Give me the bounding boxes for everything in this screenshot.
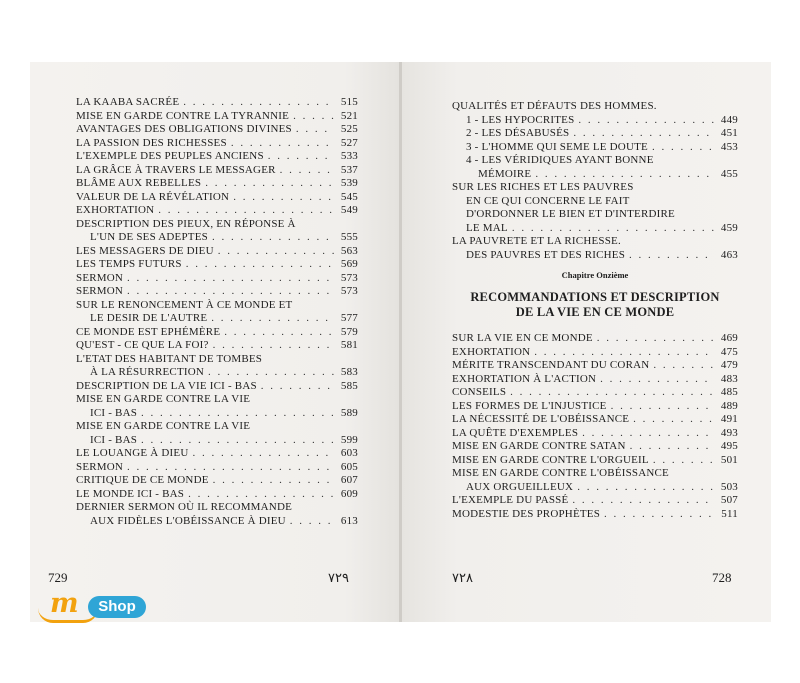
- left-page-number-arabic: ٧٢٩: [328, 570, 349, 585]
- toc-entry-page: 479: [720, 359, 738, 371]
- dot-leader: [535, 168, 714, 182]
- toc-entry-row: [452, 481, 738, 495]
- toc-entry: [76, 258, 358, 272]
- toc-entry-page: 485: [720, 386, 738, 398]
- dot-leader: [261, 380, 334, 394]
- toc-entry: [452, 454, 738, 468]
- toc-entry-title: LA PAUVRETE ET LA RICHESSE.: [452, 235, 621, 247]
- toc-entry-row: [76, 123, 358, 137]
- toc-entry: [452, 181, 738, 235]
- toc-entry: [76, 177, 358, 191]
- toc-entry-title: SUR LA VIE EN CE MONDE: [452, 332, 593, 344]
- dot-leader: [653, 454, 714, 468]
- toc-entry: [452, 413, 738, 427]
- right-toc: [452, 100, 738, 521]
- toc-entry-page: 483: [720, 372, 738, 385]
- dot-leader: [290, 515, 334, 529]
- toc-entry-row: [76, 434, 358, 448]
- toc-entry-row: [76, 110, 358, 124]
- toc-entry: [76, 150, 358, 164]
- left-toc: [76, 96, 358, 528]
- toc-entry-row: [452, 249, 738, 263]
- toc-entry-page: 613: [340, 514, 358, 527]
- toc-entry-page: 449: [720, 113, 738, 126]
- dot-leader: [280, 164, 334, 178]
- right-toc-bottom: [452, 332, 738, 521]
- toc-entry-page: 469: [720, 332, 738, 344]
- toc-entry: [452, 141, 738, 155]
- toc-entry-page: 607: [340, 474, 358, 486]
- toc-entry-page: 521: [340, 109, 358, 122]
- toc-entry-row: [76, 339, 358, 353]
- toc-entry-row: [76, 380, 358, 394]
- toc-entry-page: 515: [340, 96, 358, 108]
- toc-entry-row: [76, 258, 358, 272]
- toc-entry: [452, 494, 738, 508]
- toc-entry-row: [452, 440, 738, 454]
- toc-entry-row: [76, 366, 358, 380]
- right-toc-top: [452, 100, 738, 262]
- toc-entry-page: 589: [340, 406, 358, 419]
- dot-leader: [233, 191, 334, 205]
- toc-entry: [76, 393, 358, 420]
- toc-entry-row: [452, 386, 738, 400]
- toc-entry-page: 491: [720, 413, 738, 425]
- dot-leader: [231, 137, 334, 151]
- toc-entry-page: 489: [720, 399, 738, 412]
- toc-entry: [76, 204, 358, 218]
- toc-entry-row: [452, 168, 738, 182]
- toc-entry-title: EXHORTATION À L'ACTION: [452, 372, 597, 385]
- dot-leader: [213, 339, 334, 353]
- toc-entry-title: SUR LES RICHES ET LES PAUVRES: [452, 181, 634, 193]
- toc-entry-page: 455: [720, 167, 738, 180]
- logo-text: Shop: [88, 596, 146, 618]
- toc-entry-title: QUALITÉS ET DÉFAUTS DES HOMMES.: [452, 100, 657, 112]
- chapter-title-line: DE LA VIE EN CE MONDE: [515, 305, 675, 319]
- toc-entry-title: DESCRIPTION DES PIEUX, EN RÉPONSE À: [76, 217, 296, 230]
- toc-entry-title: LE MONDE ICI - BAS: [76, 487, 185, 500]
- toc-entry-title: EXHORTATION: [452, 345, 531, 358]
- toc-entry: [76, 285, 358, 299]
- dot-leader: [629, 249, 714, 263]
- toc-entry: [452, 114, 738, 128]
- right-page-number-arabic: ٧٢٨: [452, 570, 473, 585]
- toc-entry-page: 549: [340, 204, 358, 216]
- dot-leader: [534, 346, 714, 360]
- toc-entry: [76, 420, 358, 447]
- toc-entry: [452, 373, 738, 387]
- left-page-number: 729: [48, 570, 68, 585]
- toc-entry: [76, 245, 358, 259]
- toc-entry: [452, 400, 738, 414]
- chapter-title: [452, 290, 738, 320]
- toc-entry-page: 527: [340, 136, 358, 149]
- toc-entry-row: [76, 137, 358, 151]
- dot-leader: [577, 481, 714, 495]
- toc-entry: [76, 339, 358, 353]
- toc-entry-title: QU'EST - CE QUE LA FOI?: [76, 339, 209, 351]
- toc-entry-title: À LA RÉSURRECTION: [90, 366, 205, 378]
- toc-entry-title: MISE EN GARDE CONTRE LA VIE: [76, 420, 251, 432]
- toc-entry: [452, 440, 738, 454]
- toc-entry-page: 453: [720, 140, 738, 153]
- toc-entry-row: [76, 150, 358, 164]
- toc-entry-title: DESCRIPTION DE LA VIE ICI - BAS: [76, 379, 257, 392]
- toc-entry: [452, 127, 738, 141]
- toc-entry-row: [76, 488, 358, 502]
- toc-entry-title: CE MONDE EST EPHÉMÈRE: [76, 325, 221, 338]
- dot-leader: [573, 127, 714, 141]
- toc-entry-title: LA KAABA SACRÉE: [76, 96, 180, 108]
- dot-leader: [611, 400, 714, 414]
- toc-entry-title: L'UN DE SES ADEPTES: [90, 231, 208, 243]
- toc-entry-row: [76, 326, 358, 340]
- toc-entry: [76, 218, 358, 245]
- toc-entry: [76, 501, 358, 528]
- toc-entry-title: L'ETAT DES HABITANT DE TOMBES: [76, 352, 263, 365]
- toc-entry-row: [76, 461, 358, 475]
- toc-entry-page: 501: [720, 453, 738, 466]
- shop-logo: [38, 588, 178, 624]
- toc-entry: [76, 380, 358, 394]
- toc-entry-row: [452, 454, 738, 468]
- toc-entry: [452, 508, 738, 522]
- toc-entry-page: 573: [340, 285, 358, 297]
- toc-entry: [76, 474, 358, 488]
- dot-leader: [127, 272, 334, 286]
- toc-entry-title: ICI - BAS: [90, 406, 138, 419]
- toc-entry-row: [76, 407, 358, 421]
- toc-entry-page: 539: [340, 177, 358, 189]
- toc-entry-title: LE LOUANGE À DIEU: [76, 447, 189, 459]
- toc-entry-row: [76, 272, 358, 286]
- toc-entry-row: [452, 141, 738, 155]
- toc-entry-title: 3 - L'HOMME QUI SEME LE DOUTE: [466, 140, 648, 153]
- toc-entry-row: [76, 245, 358, 259]
- toc-entry-page: 475: [720, 345, 738, 358]
- dot-leader: [192, 447, 334, 461]
- toc-entry-row: [76, 191, 358, 205]
- toc-entry-title: LA PASSION DES RICHESSES: [76, 136, 227, 149]
- toc-entry: [76, 447, 358, 461]
- toc-entry-title: SERMON: [76, 285, 124, 297]
- toc-entry-title: 4 - LES VÉRIDIQUES AYANT BONNE: [466, 154, 654, 166]
- toc-entry: [76, 353, 358, 380]
- dot-leader: [212, 231, 334, 245]
- toc-entry-title: DERNIER SERMON OÙ IL RECOMMANDE: [76, 501, 293, 513]
- toc-entry-row: [452, 400, 738, 414]
- toc-entry-page: 563: [340, 244, 358, 257]
- toc-entry: [76, 96, 358, 110]
- dot-leader: [141, 434, 334, 448]
- toc-entry-title: L'EXEMPLE DU PASSÉ: [452, 494, 569, 506]
- toc-entry-title: CONSEILS: [452, 386, 507, 398]
- toc-entry-page: 507: [720, 494, 738, 506]
- toc-entry: [452, 386, 738, 400]
- toc-entry-title: BLÂME AUX REBELLES: [76, 177, 202, 189]
- toc-entry: [76, 488, 358, 502]
- dot-leader: [630, 440, 714, 454]
- toc-entry-page: 599: [340, 433, 358, 446]
- toc-entry-page: 533: [340, 150, 358, 162]
- toc-entry: [452, 359, 738, 373]
- toc-entry-row: [452, 346, 738, 360]
- dot-leader: [205, 177, 334, 191]
- toc-entry: [76, 326, 358, 340]
- toc-entry-page: 451: [720, 127, 738, 139]
- toc-entry-title: MISE EN GARDE CONTRE L'ORGUEIL: [452, 453, 649, 466]
- dot-leader: [597, 332, 714, 346]
- toc-entry: [452, 346, 738, 360]
- toc-entry-page: 609: [340, 487, 358, 500]
- toc-entry-page: 603: [340, 447, 358, 459]
- toc-entry-row: [452, 359, 738, 373]
- dot-leader: [186, 258, 334, 272]
- toc-entry-title: AUX ORGUEILLEUX: [466, 480, 574, 493]
- toc-entry-title: EXHORTATION: [76, 204, 155, 216]
- dot-leader: [224, 326, 334, 340]
- toc-entry-row: [76, 515, 358, 529]
- toc-entry-row: [76, 231, 358, 245]
- toc-entry-page: 537: [340, 163, 358, 176]
- toc-entry-row: [76, 204, 358, 218]
- toc-entry-row: [452, 114, 738, 128]
- toc-entry-row: [76, 164, 358, 178]
- toc-entry-page: 579: [340, 325, 358, 338]
- toc-entry-title: 1 - LES HYPOCRITES: [466, 113, 575, 126]
- chapter-label: Chapitre Onzième: [561, 270, 629, 280]
- toc-entry: [452, 467, 738, 494]
- toc-entry-title: LA NÉCESSITÉ DE L'OBÉISSANCE: [452, 413, 630, 425]
- right-page: [402, 62, 771, 622]
- dot-leader: [158, 204, 334, 218]
- toc-entry-row: [452, 427, 738, 441]
- toc-entry-page: 577: [340, 312, 358, 324]
- toc-entry-page: 511: [721, 507, 738, 520]
- toc-entry-page: 503: [720, 480, 738, 493]
- dot-leader: [653, 359, 714, 373]
- toc-entry-title: AUX FIDÈLES L'OBÉISSANCE À DIEU: [90, 514, 286, 527]
- toc-entry-page: 525: [340, 123, 358, 135]
- toc-entry: [452, 154, 738, 181]
- dot-leader: [600, 373, 714, 387]
- toc-entry: [76, 110, 358, 124]
- toc-entry-page: 569: [340, 258, 358, 270]
- dot-leader: [604, 508, 714, 522]
- dot-leader: [293, 110, 334, 124]
- toc-entry-row: [452, 332, 738, 346]
- dot-leader: [512, 222, 714, 236]
- toc-entry: [452, 100, 738, 114]
- toc-entry-title: EN CE QUI CONCERNE LE FAIT: [466, 194, 630, 207]
- toc-entry-row: [76, 285, 358, 299]
- toc-entry-title: MODESTIE DES PROPHÈTES: [452, 507, 601, 520]
- toc-entry-title: L'EXEMPLE DES PEUPLES ANCIENS: [76, 150, 264, 162]
- toc-entry-row: [452, 508, 738, 522]
- dot-leader: [127, 461, 334, 475]
- toc-entry: [76, 461, 358, 475]
- toc-entry-row: [452, 222, 738, 236]
- toc-entry-title: LE DESIR DE L'AUTRE: [90, 312, 208, 324]
- toc-entry-row: [452, 373, 738, 387]
- dot-leader: [582, 427, 714, 441]
- toc-entry-row: [76, 474, 358, 488]
- toc-entry-title: LES MESSAGERS DE DIEU: [76, 244, 214, 257]
- toc-entry-page: 605: [340, 460, 358, 473]
- toc-entry: [452, 235, 738, 262]
- toc-entry: [76, 191, 358, 205]
- dot-leader: [578, 114, 714, 128]
- toc-entry-row: [76, 312, 358, 326]
- left-page: [30, 62, 400, 622]
- toc-entry-title: LES TEMPS FUTURS: [76, 258, 182, 270]
- dot-leader: [211, 312, 334, 326]
- toc-entry-title: SERMON: [76, 460, 124, 473]
- toc-entry: [76, 299, 358, 326]
- toc-entry-title: MÉMOIRE: [478, 167, 532, 180]
- dot-leader: [572, 494, 714, 508]
- toc-entry-page: 495: [720, 440, 738, 452]
- logo-mark: m: [50, 588, 79, 619]
- dot-leader: [510, 386, 714, 400]
- toc-entry-title: MISE EN GARDE CONTRE LA VIE: [76, 393, 251, 405]
- toc-entry-title: LA GRÂCE À TRAVERS LE MESSAGER: [76, 163, 276, 176]
- toc-entry-page: 493: [720, 426, 738, 439]
- dot-leader: [127, 285, 334, 299]
- dot-leader: [268, 150, 334, 164]
- toc-entry-row: [76, 447, 358, 461]
- toc-entry: [452, 332, 738, 346]
- toc-entry-title: VALEUR DE LA RÉVÉLATION: [76, 190, 230, 203]
- toc-entry-page: 459: [720, 221, 738, 234]
- toc-entry-title: MISE EN GARDE CONTRE L'OBÉISSANCE: [452, 467, 669, 479]
- chapter-title-line: RECOMMANDATIONS ET DESCRIPTION: [470, 290, 720, 304]
- toc-entry-page: 581: [340, 339, 358, 351]
- dot-leader: [652, 141, 714, 155]
- toc-entry-row: [452, 127, 738, 141]
- toc-entry: [452, 427, 738, 441]
- toc-entry-title: CRITIQUE DE CE MONDE: [76, 474, 209, 486]
- toc-entry-page: 585: [340, 379, 358, 392]
- toc-entry-title: MISE EN GARDE CONTRE LA TYRANNIE: [76, 109, 290, 122]
- toc-entry: [76, 137, 358, 151]
- dot-leader: [296, 123, 334, 137]
- toc-entry-title: ICI - BAS: [90, 433, 138, 446]
- dot-leader: [208, 366, 334, 380]
- dot-leader: [633, 413, 714, 427]
- dot-leader: [188, 488, 334, 502]
- dot-leader: [183, 96, 334, 110]
- toc-entry-title: SUR LE RENONCEMENT À CE MONDE ET: [76, 298, 293, 311]
- right-page-number: 728: [712, 570, 732, 585]
- toc-entry-title: D'ORDONNER LE BIEN ET D'INTERDIRE: [466, 208, 675, 220]
- toc-entry-title: LE MAL: [466, 221, 508, 234]
- toc-entry-title: SERMON: [76, 271, 124, 284]
- dot-leader: [218, 245, 334, 259]
- toc-entry-row: [76, 177, 358, 191]
- toc-entry-page: 545: [340, 190, 358, 203]
- toc-entry-title: DES PAUVRES ET DES RICHES: [466, 248, 626, 261]
- toc-entry-title: LES FORMES DE L'INJUSTICE: [452, 399, 607, 412]
- toc-entry-row: [76, 96, 358, 110]
- toc-entry-title: AVANTAGES DES OBLIGATIONS DIVINES: [76, 123, 292, 135]
- toc-entry-title: MISE EN GARDE CONTRE SATAN: [452, 440, 626, 452]
- toc-entry-page: 583: [340, 366, 358, 378]
- toc-entry: [76, 164, 358, 178]
- dot-leader: [141, 407, 334, 421]
- toc-entry-row: [452, 494, 738, 508]
- book-spread: [30, 62, 771, 622]
- toc-entry-title: LA QUÊTE D'EXEMPLES: [452, 426, 579, 439]
- toc-entry-row: [452, 413, 738, 427]
- toc-entry-title: MÉRITE TRANSCENDANT DU CORAN: [452, 359, 650, 371]
- dot-leader: [213, 474, 334, 488]
- toc-entry: [76, 272, 358, 286]
- toc-entry-page: 573: [340, 271, 358, 284]
- toc-entry-title: 2 - LES DÉSABUSÉS: [466, 127, 570, 139]
- toc-entry: [76, 123, 358, 137]
- toc-entry-page: 555: [340, 231, 358, 243]
- toc-entry-page: 463: [720, 248, 738, 261]
